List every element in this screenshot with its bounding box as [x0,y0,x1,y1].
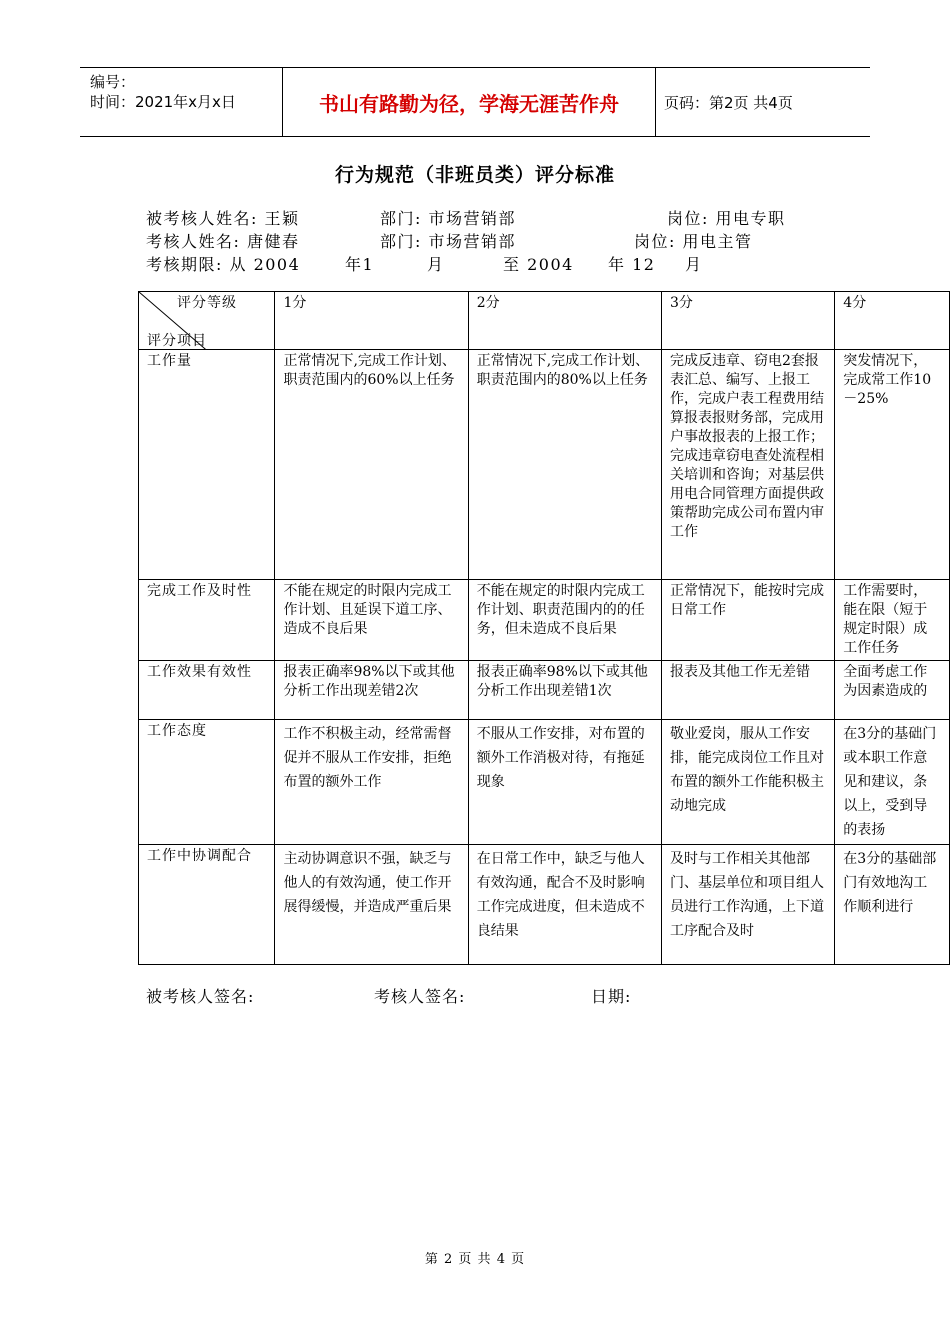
table-cell: 主动协调意识不强，缺乏与他人的有效沟通，使工作开展得缓慢，并造成严重后果 [275,845,468,965]
row-item-label: 工作中协调配合 [139,845,275,965]
table-cell: 敬业爱岗，服从工作安排，能完成岗位工作且对布置的额外工作能积极主动地完成 [661,720,834,845]
page-footer: 第 2 页 共 4 页 [424,1252,526,1267]
level-header: 1分 [275,292,468,350]
table-cell: 不能在规定的时限内完成工作计划、且延误下道工序、造成不良后果 [275,580,468,661]
table-cell: 不能在规定的时限内完成工作计划、职责范围内的的任务，但未造成不良后果 [468,580,661,661]
table-cell: 全面考虑工作为因素造成的 [835,661,950,720]
period-to: 至 2004 [503,255,574,274]
page-header [80,67,870,137]
level-header: 4分 [835,292,950,350]
table-cell: 完成反违章、窃电2套报表汇总、编写、上报工作，完成户表工程费用结算报表报财务部，完成用户事故报表的上报工作；完成违章窃电查处流程相关培训和咨询；对基层供用电合同管理方面提供政策帮助完成公司布置内审工作 [661,350,834,580]
examiner-signature-label: 考核人签名: [374,987,466,1006]
row-item-label: 工作效果有效性 [139,661,275,720]
table-row [139,350,950,580]
examiner-post: 岗位: 用电主管 [634,232,753,251]
row-item-label: 完成工作及时性 [139,580,275,661]
table-cell: 正常情况下,完成工作计划、职责范围内的60%以上任务 [275,350,468,580]
period-month-start: 年1 [345,255,375,274]
period-month-label: 月 [427,255,445,274]
corner-cell [139,292,275,350]
table-header-row [139,292,950,350]
table-cell: 及时与工作相关其他部门、基层单位和项目组人员进行工作沟通，上下道工序配合及时 [661,845,834,965]
scoring-table [138,291,950,965]
date-signature-label: 日期: [591,987,632,1006]
row-item-label: 工作态度 [139,720,275,845]
corner-bottom-label: 评分项目 [147,333,207,349]
examiner-dept: 部门: 市场营销部 [380,232,516,251]
table-cell: 在3分的基础门或本职工作意见和建议，条以上，受到导的表扬 [835,720,950,845]
table-row [139,720,950,845]
period-from: 考核期限: 从 2004 [146,255,301,274]
header-page-number: 页码：第2页 共4页 [664,93,793,112]
table-row [139,580,950,661]
table-cell: 正常情况下，能按时完成日常工作 [661,580,834,661]
examinee-dept: 部门: 市场营销部 [380,209,516,228]
examinee-post: 岗位: 用电专职 [667,209,786,228]
table-cell: 工作需要时，能在限（短于规定时限）成工作任务 [835,580,950,661]
table-cell: 在日常工作中，缺乏与他人有效沟通，配合不及时影响工作完成进度，但未造成不良结果 [468,845,661,965]
header-slogan: 书山有路勤为径，学海无涯苦作舟 [283,68,656,136]
table-cell: 在3分的基础部门有效地沟工作顺利进行 [835,845,950,965]
table-cell: 报表正确率98%以下或其他分析工作出现差错2次 [275,661,468,720]
period-month-end: 年 12 [608,255,656,274]
level-header: 3分 [661,292,834,350]
document-title: 行为规范（非班员类）评分标准 [334,164,615,186]
examinee-name: 被考核人姓名: 王颖 [146,209,300,228]
table-cell: 突发情况下，完成常工作10－25% [835,350,950,580]
row-item-label: 工作量 [139,350,275,580]
table-cell: 工作不积极主动，经常需督促并不服从工作安排，拒绝布置的额外工作 [275,720,468,845]
level-header: 2分 [468,292,661,350]
corner-top-label: 评分等级 [177,295,237,311]
table-row [139,661,950,720]
header-meta [80,68,283,136]
table-cell: 正常情况下,完成工作计划、职责范围内的80%以上任务 [468,350,661,580]
examiner-name: 考核人姓名: 唐健春 [146,232,300,251]
table-cell: 报表及其他工作无差错 [661,661,834,720]
examinee-signature-label: 被考核人签名: [146,987,255,1006]
date-label: 时间：2021年x月x日 [90,93,236,111]
table-cell: 报表正确率98%以下或其他分析工作出现差错1次 [468,661,661,720]
table-row [139,845,950,965]
period-month-label-end: 月 [685,255,703,274]
number-label: 编号： [90,73,136,91]
table-cell: 不服从工作安排，对布置的额外工作消极对待，有拖延现象 [468,720,661,845]
